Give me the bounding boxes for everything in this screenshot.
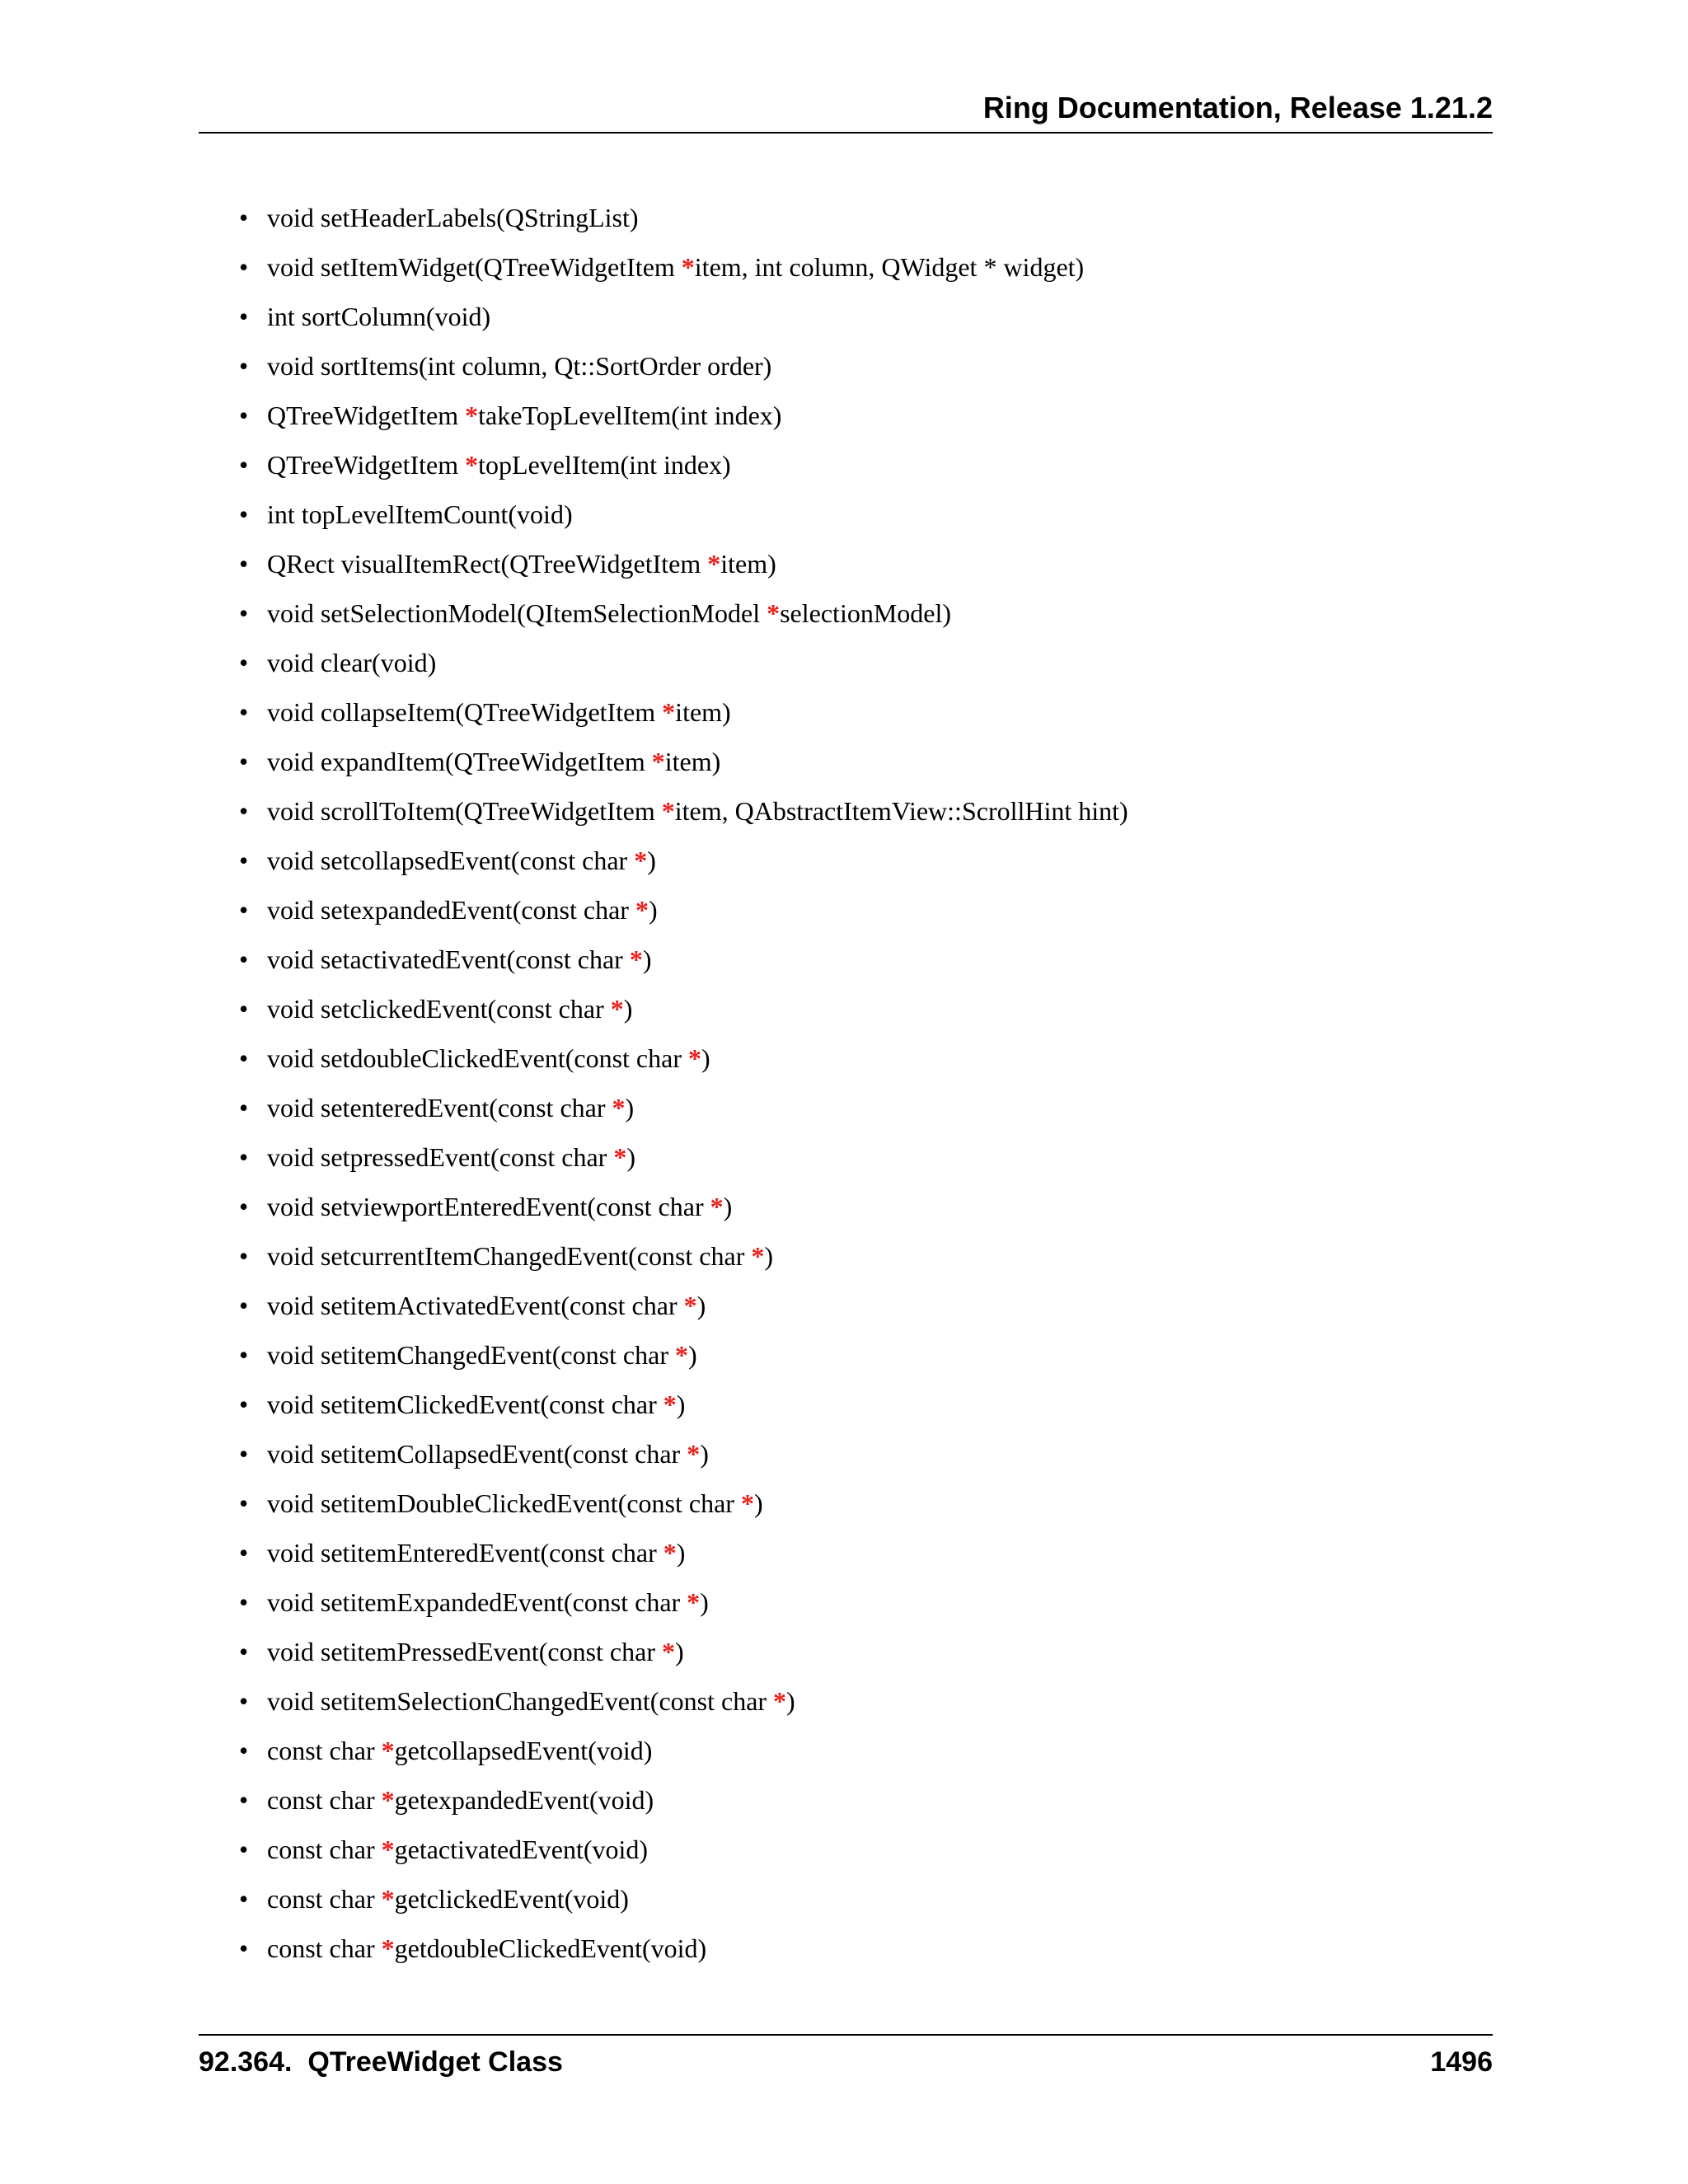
pointer-asterisk: * (674, 1340, 688, 1370)
list-item (239, 1337, 1128, 1386)
method-signature-end: ) (676, 1390, 686, 1419)
list-item (239, 546, 1128, 595)
pointer-asterisk: * (707, 549, 721, 579)
bullet-icon: • (239, 1686, 249, 1716)
method-signature-end: ) (753, 1488, 763, 1518)
method-signature-start: void setactivatedEvent(const char (267, 944, 630, 974)
bullet-icon: • (239, 1637, 249, 1666)
page-number: 1496 (1430, 2046, 1493, 2078)
bullet-icon: • (239, 252, 249, 282)
list-item (239, 644, 1128, 694)
list-item (239, 1436, 1128, 1485)
list-item (239, 1287, 1128, 1337)
method-signature-start: QTreeWidgetItem (267, 450, 466, 480)
method-signature-end: item, QAbstractItemView::ScrollHint hint) (674, 796, 1128, 826)
method-signature-start: void setitemCollapsedEvent(const char (267, 1439, 687, 1469)
pointer-asterisk: * (751, 1241, 765, 1271)
method-signature-start: void setItemWidget(QTreeWidgetItem (267, 252, 682, 282)
list-item (239, 1090, 1128, 1139)
bullet-icon: • (239, 1835, 249, 1864)
method-signature-end: ) (626, 1142, 635, 1172)
bullet-icon: • (239, 796, 249, 826)
list-item (239, 991, 1128, 1040)
method-signature-start: void scrollToItem(QTreeWidgetItem (267, 796, 662, 826)
method-signature-end: selectionModel) (780, 598, 952, 628)
method-signature-end: getexpandedEvent(void) (394, 1785, 654, 1815)
method-signature-start: const char (267, 1835, 382, 1864)
pointer-asterisk: * (381, 1933, 395, 1963)
bullet-icon: • (239, 499, 249, 529)
method-signature-end: getcollapsedEvent(void) (394, 1736, 653, 1765)
pointer-asterisk: * (687, 1587, 701, 1617)
list-item (239, 348, 1128, 397)
pointer-asterisk: * (635, 895, 649, 925)
pointer-asterisk: * (662, 697, 676, 727)
bullet-icon: • (239, 697, 249, 727)
list-item (239, 1930, 1128, 1980)
pointer-asterisk: * (661, 1637, 675, 1666)
pointer-asterisk: * (663, 1390, 677, 1419)
method-signature-end: ) (696, 1291, 706, 1320)
bullet-icon: • (239, 1043, 249, 1073)
bullet-icon: • (239, 1241, 249, 1271)
pointer-asterisk: * (465, 450, 479, 480)
method-signature-end: item) (664, 747, 721, 776)
bullet-icon: • (239, 351, 249, 381)
list-item (239, 298, 1128, 348)
pointer-asterisk: * (661, 796, 675, 826)
method-signature-start: void setitemDoubleClickedEvent(const char (267, 1488, 741, 1518)
bullet-icon: • (239, 648, 249, 677)
pointer-asterisk: * (710, 1192, 724, 1221)
bullet-icon: • (239, 1439, 249, 1469)
bullet-icon: • (239, 944, 249, 974)
bullet-icon: • (239, 1785, 249, 1815)
list-item (239, 199, 1128, 249)
bullet-icon: • (239, 1587, 249, 1617)
method-signature-end: getactivatedEvent(void) (394, 1835, 649, 1864)
list-item (239, 1485, 1128, 1535)
method-signature-start: void setcollapsedEvent(const char (267, 846, 635, 875)
bullet-icon: • (239, 1488, 249, 1518)
list-item (239, 249, 1128, 298)
method-signature-start: QTreeWidgetItem (267, 401, 466, 430)
method-signature-start: void setSelectionModel(QItemSelectionModel (267, 598, 767, 628)
method-signature-start: void setexpandedEvent(const char (267, 895, 635, 925)
method-signature-end: ) (623, 994, 633, 1024)
list-item (239, 496, 1128, 546)
method-signature-start: void setitemChangedEvent(const char (267, 1340, 675, 1370)
list-item (239, 892, 1128, 941)
page-header (199, 89, 1493, 134)
pointer-asterisk: * (681, 252, 695, 282)
bullet-icon: • (239, 1736, 249, 1765)
list-item (239, 793, 1128, 842)
list-item (239, 1831, 1128, 1881)
method-signature-start: void setitemPressedEvent(const char (267, 1637, 662, 1666)
page-footer (199, 2034, 1493, 2085)
method-signature-start: int topLevelItemCount(void) (267, 499, 573, 529)
method-signature-end: ) (687, 1340, 697, 1370)
bullet-icon: • (239, 994, 249, 1024)
list-item (239, 1040, 1128, 1090)
method-signature-end: ) (764, 1241, 773, 1271)
method-signature-end: getdoubleClickedEvent(void) (394, 1933, 707, 1963)
bullet-icon: • (239, 203, 249, 232)
method-signature-start: void setdoubleClickedEvent(const char (267, 1043, 688, 1073)
bullet-icon: • (239, 1933, 249, 1963)
pointer-asterisk: * (687, 1043, 701, 1073)
pointer-asterisk: * (634, 846, 648, 875)
method-signature-start: QRect visualItemRect(QTreeWidgetItem (267, 549, 708, 579)
bullet-icon: • (239, 1142, 249, 1172)
pointer-asterisk: * (465, 401, 479, 430)
bullet-icon: • (239, 1340, 249, 1370)
method-signature-start: void setitemExpandedEvent(const char (267, 1587, 687, 1617)
method-signature-end: ) (700, 1439, 709, 1469)
bullet-icon: • (239, 895, 249, 925)
method-signature-start: const char (267, 1884, 382, 1914)
method-list (239, 199, 1128, 1980)
method-signature-start: void setHeaderLabels(QStringList) (267, 203, 639, 232)
method-signature-end: item) (720, 549, 776, 579)
list-item (239, 1782, 1128, 1831)
method-signature-end: ) (648, 895, 658, 925)
document-title: Ring Documentation, Release 1.21.2 (982, 91, 1493, 124)
method-signature-end: item, int column, QWidget * widget) (694, 252, 1085, 282)
list-item (239, 1881, 1128, 1930)
method-signature-start: void setpressedEvent(const char (267, 1142, 614, 1172)
pointer-asterisk: * (381, 1835, 395, 1864)
bullet-icon: • (239, 1538, 249, 1568)
pointer-asterisk: * (610, 994, 624, 1024)
pointer-asterisk: * (629, 944, 643, 974)
method-signature-end: ) (701, 1043, 710, 1073)
list-item (239, 447, 1128, 496)
list-item (239, 941, 1128, 991)
list-item (239, 1535, 1128, 1584)
list-item (239, 1139, 1128, 1188)
method-signature-end: ) (676, 1538, 686, 1568)
method-signature-start: void collapseItem(QTreeWidgetItem (267, 697, 663, 727)
bullet-icon: • (239, 302, 249, 331)
list-item (239, 743, 1128, 793)
method-signature-end: topLevelItem(int index) (478, 450, 731, 480)
list-item (239, 1584, 1128, 1633)
bullet-icon: • (239, 1884, 249, 1914)
method-signature-end: ) (674, 1637, 684, 1666)
method-signature-start: void setitemActivatedEvent(const char (267, 1291, 684, 1320)
method-signature-start: void setitemSelectionChangedEvent(const char (267, 1686, 774, 1716)
pointer-asterisk: * (683, 1291, 697, 1320)
method-signature-start: void setclickedEvent(const char (267, 994, 611, 1024)
pointer-asterisk: * (381, 1785, 395, 1815)
pointer-asterisk: * (381, 1884, 395, 1914)
list-item (239, 1633, 1128, 1683)
list-item (239, 1386, 1128, 1436)
list-item (239, 1238, 1128, 1287)
method-signature-start: void setviewportEnteredEvent(const char (267, 1192, 710, 1221)
method-signature-start: void setcurrentItemChangedEvent(const char (267, 1241, 752, 1271)
pointer-asterisk: * (612, 1093, 626, 1122)
pointer-asterisk: * (651, 747, 665, 776)
method-signature-start: void clear(void) (267, 648, 437, 677)
bullet-icon: • (239, 1093, 249, 1122)
method-signature-end: item) (675, 697, 731, 727)
bullet-icon: • (239, 747, 249, 776)
pointer-asterisk: * (687, 1439, 701, 1469)
list-item (239, 397, 1128, 447)
list-item (239, 1188, 1128, 1238)
pointer-asterisk: * (767, 598, 781, 628)
method-signature-start: const char (267, 1785, 382, 1815)
method-signature-start: const char (267, 1933, 382, 1963)
method-signature-end: ) (647, 846, 656, 875)
pointer-asterisk: * (381, 1736, 395, 1765)
method-signature-end: ) (642, 944, 652, 974)
bullet-icon: • (239, 549, 249, 579)
pointer-asterisk: * (773, 1686, 787, 1716)
method-signature-start: int sortColumn(void) (267, 302, 491, 331)
bullet-icon: • (239, 450, 249, 480)
method-signature-start: void setitemClickedEvent(const char (267, 1390, 663, 1419)
pointer-asterisk: * (663, 1538, 677, 1568)
method-signature-start: const char (267, 1736, 382, 1765)
method-signature-start: void setenteredEvent(const char (267, 1093, 612, 1122)
method-signature-start: void setitemEnteredEvent(const char (267, 1538, 663, 1568)
method-signature-end: ) (723, 1192, 733, 1221)
method-signature-end: getclickedEvent(void) (394, 1884, 629, 1914)
list-item (239, 1683, 1128, 1732)
method-signature-end: ) (786, 1686, 795, 1716)
method-signature-start: void sortItems(int column, Qt::SortOrder order) (267, 351, 772, 381)
bullet-icon: • (239, 846, 249, 875)
bullet-icon: • (239, 1192, 249, 1221)
pointer-asterisk: * (613, 1142, 627, 1172)
bullet-icon: • (239, 598, 249, 628)
list-item (239, 694, 1128, 743)
bullet-icon: • (239, 1291, 249, 1320)
list-item (239, 1732, 1128, 1782)
bullet-icon: • (239, 401, 249, 430)
method-signature-end: ) (700, 1587, 709, 1617)
pointer-asterisk: * (740, 1488, 754, 1518)
list-item (239, 842, 1128, 892)
bullet-icon: • (239, 1390, 249, 1419)
list-item (239, 595, 1128, 644)
method-signature-end: takeTopLevelItem(int index) (478, 401, 782, 430)
method-signature-start: void expandItem(QTreeWidgetItem (267, 747, 652, 776)
section-title: 92.364. QTreeWidget Class (199, 2046, 563, 2078)
method-signature-end: ) (625, 1093, 635, 1122)
